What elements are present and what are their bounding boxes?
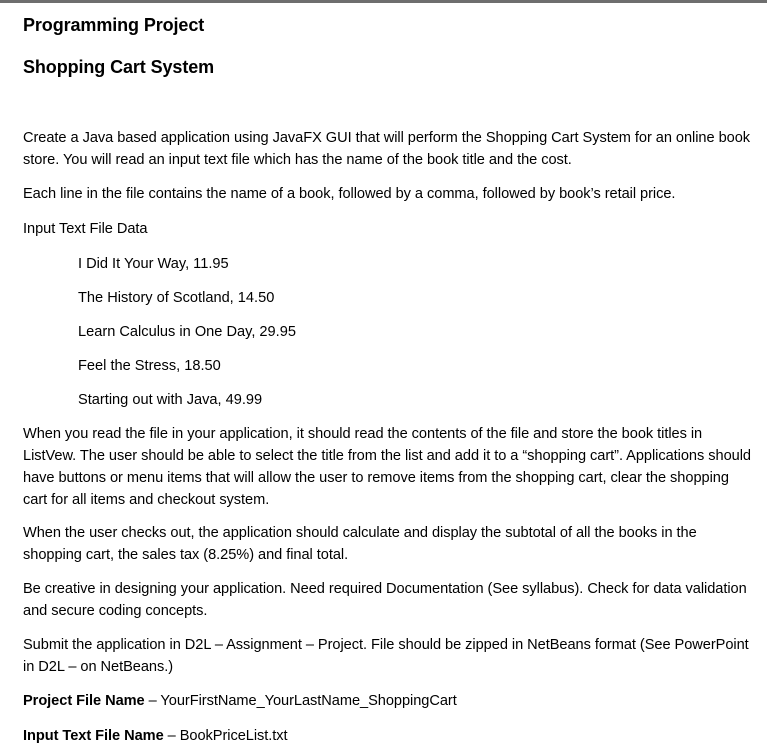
book-line: Starting out with Java, 49.99 bbox=[78, 392, 263, 408]
book-line: Feel the Stress, 18.50 bbox=[78, 358, 221, 374]
project-file-name bbox=[23, 690, 751, 712]
checkout-paragraph: When the user checks out, the application should calculate and display the subtotal of all the books in the shopping cart, the sales tax (8.25%) and final total. bbox=[23, 525, 697, 563]
document-subtitle: Shopping Cart System bbox=[23, 57, 215, 77]
input-heading: Input Text File Data bbox=[23, 221, 148, 237]
submit-paragraph: Submit the application in D2L – Assignment – Project. File should be zipped in NetBeans format (See PowerPoint in D2L – on NetBeans.) bbox=[23, 637, 749, 675]
input-file-name bbox=[23, 725, 751, 747]
project-file-value: – YourFirstName_YourLastName_ShoppingCart bbox=[144, 693, 457, 709]
top-border bbox=[0, 0, 767, 3]
document-title: Programming Project bbox=[23, 15, 205, 35]
input-file-value: – BookPriceList.txt bbox=[163, 728, 288, 744]
read-file-paragraph: When you read the file in your application, it should read the contents of the file and store the book titles in ListVew. The user should be able to select the title from the list and add it to a “shopping cart”. Applications should have buttons or menu items that will allow the user to remove items from the shopping cart, clear the shopping cart for all items and checkout system. bbox=[23, 426, 751, 508]
creative-paragraph: Be creative in designing your application. Need required Documentation (See syllabus). Check for data validation and secure coding concepts. bbox=[23, 581, 747, 619]
intro-paragraph: Create a Java based application using JavaFX GUI that will perform the Shopping Cart System for an online book store. You will read an input text file which has the name of the book title and the cost. bbox=[23, 130, 751, 168]
input-file-label: Input Text File Name bbox=[23, 728, 164, 744]
book-line: Learn Calculus in One Day, 29.95 bbox=[78, 324, 296, 340]
file-format-paragraph: Each line in the file contains the name of a book, followed by a comma, followed by book’s retail price. bbox=[23, 186, 676, 202]
project-file-label: Project File Name bbox=[23, 693, 145, 709]
book-line: The History of Scotland, 14.50 bbox=[78, 290, 275, 306]
book-line: I Did It Your Way, 11.95 bbox=[78, 256, 229, 272]
